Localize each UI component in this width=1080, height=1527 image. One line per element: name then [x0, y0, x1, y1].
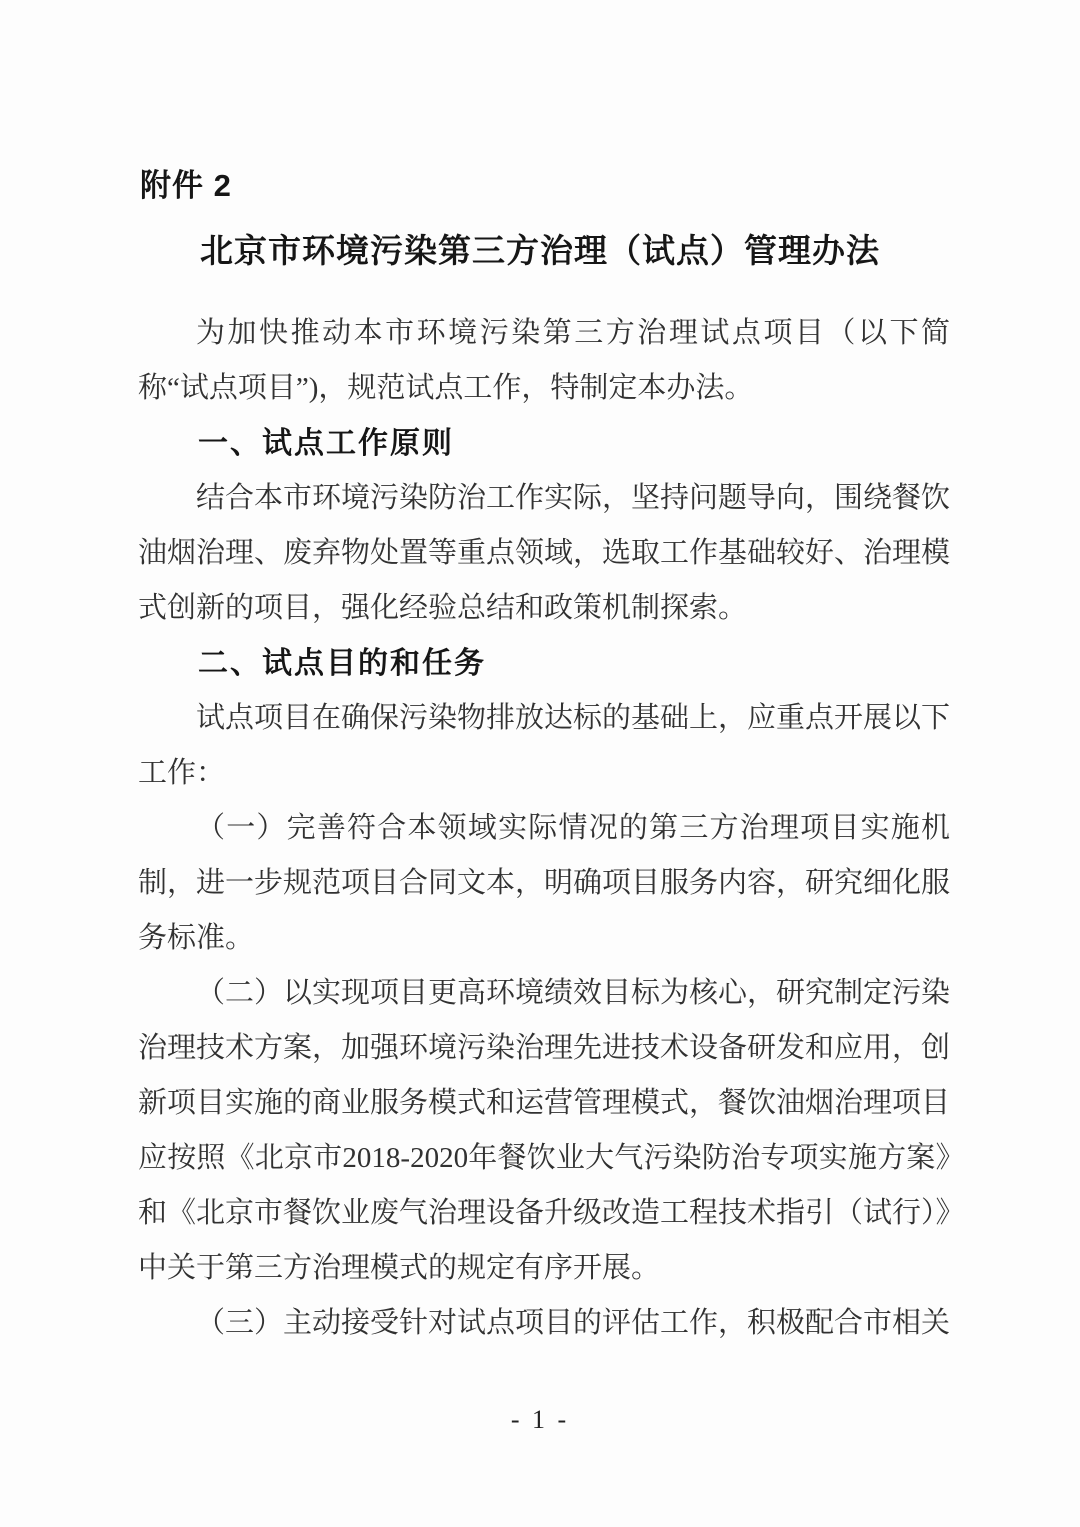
- document-title: 北京市环境污染第三方治理（试点）管理办法: [200, 234, 880, 270]
- section-heading-2: 二、试点目的和任务: [198, 647, 486, 680]
- paragraph-task-3: （三）主动接受针对试点项目的评估工作，积极配合市相关: [196, 1307, 951, 1339]
- document-body: [138, 306, 950, 1351]
- paragraph-tasks-intro: 试点项目在确保污染物排放达标的基础上，应重点开展以下工作：: [138, 702, 951, 789]
- page-number: - 1 -: [510, 1405, 570, 1434]
- paragraph-task-1: （一）完善符合本领域实际情况的第三方治理项目实施机制，进一步规范项目合同文本，明确项目服务内容，研究细化服务标准。: [138, 812, 951, 954]
- section-heading-1: 一、试点工作原则: [198, 427, 454, 460]
- paragraph-task-2: （二）以实现项目更高环境绩效目标为核心，研究制定污染治理技术方案，加强环境污染治理先进技术设备研发和应用，创新项目实施的商业服务模式和运营管理模式，餐饮油烟治理项目应按照《北京市2018-2020年餐饮业大气污染防治专项实施方案》和《北京市餐饮业废气治理设备升级改造工程技术指引（试行）》中关于第三方治理模式的规定有序开展。: [138, 977, 951, 1284]
- paragraph-principles: 结合本市环境污染防治工作实际，坚持问题导向，围绕餐饮油烟治理、废弃物处置等重点领域，选取工作基础较好、治理模式创新的项目，强化经验总结和政策机制探索。: [138, 482, 951, 624]
- attachment-label: 附件 2: [140, 168, 232, 203]
- paragraph-intro: 为加快推动本市环境污染第三方治理试点项目（以下简称“试点项目”)，规范试点工作，特制定本办法。: [138, 317, 950, 404]
